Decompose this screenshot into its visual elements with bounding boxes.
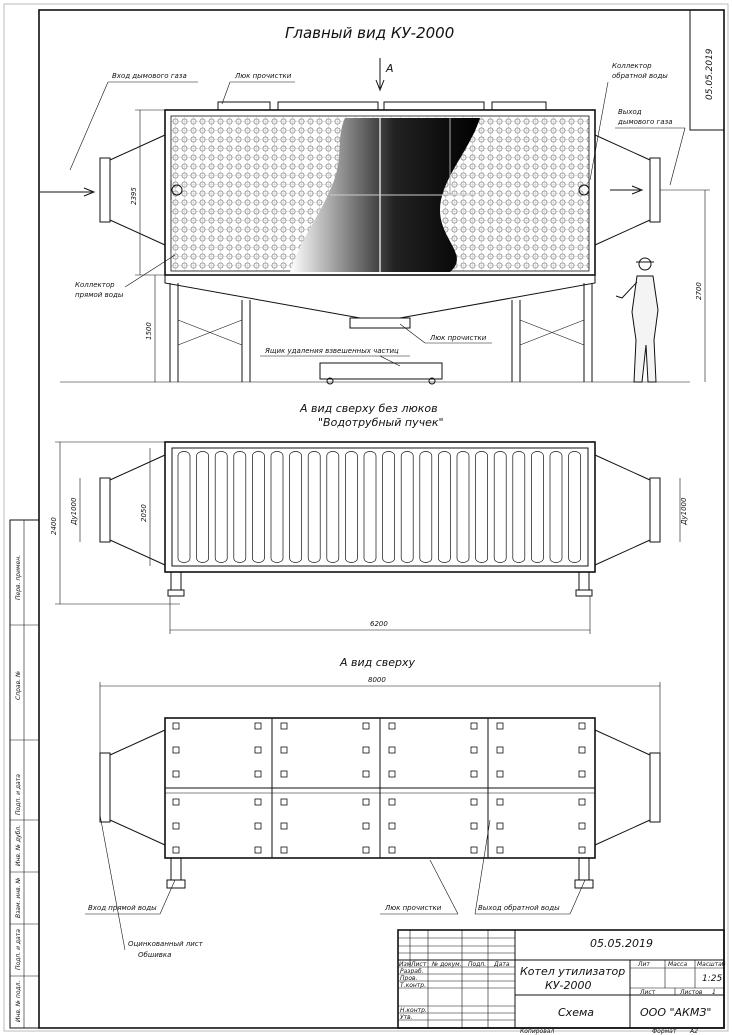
svg-text:Выход обратной воды: Выход обратной воды xyxy=(478,904,560,912)
boiler-front-view xyxy=(40,102,690,384)
stamp-replace-inv: Взам. инв. № xyxy=(15,877,22,918)
svg-text:Копировал: Копировал xyxy=(520,1028,555,1035)
corner-date-box xyxy=(690,10,724,130)
svg-text:Утв.: Утв. xyxy=(400,1014,413,1021)
svg-text:6200: 6200 xyxy=(370,620,388,628)
tube-loop xyxy=(345,452,357,563)
hatch-lug xyxy=(579,771,585,777)
tube-loop xyxy=(476,452,488,563)
svg-text:1: 1 xyxy=(712,989,716,996)
tube-loop xyxy=(569,452,581,563)
hatch-lug xyxy=(579,799,585,805)
stamp-sign-date-2: Подп. и дата xyxy=(15,929,22,970)
tube-loop xyxy=(178,452,190,563)
hatch-lug xyxy=(471,771,477,777)
hatch-lug xyxy=(281,823,287,829)
svg-text:Подп.: Подп. xyxy=(468,961,487,968)
hatch-lug xyxy=(173,799,179,805)
top-view-title: А вид сверху xyxy=(340,656,416,669)
svg-text:2050: 2050 xyxy=(140,504,148,522)
svg-text:8000: 8000 xyxy=(368,676,386,684)
stamp-ref-no: Справ. № xyxy=(15,670,22,700)
tube-loop xyxy=(234,452,246,563)
tb-company: ООО "АКМЗ" xyxy=(640,1006,712,1019)
hatch-lug xyxy=(363,823,369,829)
hatch-lug xyxy=(471,723,477,729)
title-block xyxy=(398,930,726,1035)
svg-text:Ду1000: Ду1000 xyxy=(70,497,78,525)
svg-text:Выход: Выход xyxy=(618,108,642,116)
tube-loop xyxy=(513,452,525,563)
tube-loop xyxy=(438,452,450,563)
tube-loop xyxy=(420,452,432,563)
stamp-sign-date-1: Подп. и дата xyxy=(15,774,22,815)
hatch-lug xyxy=(389,847,395,853)
tube-bundle xyxy=(178,452,581,563)
tube-loop xyxy=(383,452,395,563)
tb-doc-type: Схема xyxy=(558,1006,594,1019)
svg-text:Пров.: Пров. xyxy=(400,975,418,982)
svg-text:Лист: Лист xyxy=(411,961,427,968)
hatch-lug xyxy=(173,723,179,729)
hatch-lug xyxy=(281,747,287,753)
stamp-dup-inv: Инв. № дубл. xyxy=(15,824,22,866)
tube-loop xyxy=(215,452,227,563)
svg-text:Коллектор: Коллектор xyxy=(612,62,652,70)
hatch-lug xyxy=(389,823,395,829)
svg-text:2395: 2395 xyxy=(130,187,138,205)
svg-text:Масса: Масса xyxy=(668,961,688,968)
svg-text:2400: 2400 xyxy=(50,517,58,535)
stamp-orig-inv: Инв. № подл. xyxy=(15,980,22,1022)
svg-text:Листов: Листов xyxy=(680,989,703,996)
tube-loop xyxy=(327,452,339,563)
hatch-lug xyxy=(471,799,477,805)
boiler-tube-bundle-view xyxy=(50,442,688,634)
hatch-lug xyxy=(173,847,179,853)
tube-loop xyxy=(550,452,562,563)
hatch-lug xyxy=(173,823,179,829)
tb-name-2: КУ-2000 xyxy=(545,979,592,992)
tube-loop xyxy=(494,452,506,563)
hatch-lug xyxy=(389,799,395,805)
stamp-first-use: Перв. примен. xyxy=(15,554,22,600)
tube-loop xyxy=(252,452,264,563)
svg-text:Ду1000: Ду1000 xyxy=(680,497,688,525)
svg-text:Дата: Дата xyxy=(494,961,510,968)
hatch-lug xyxy=(363,799,369,805)
svg-text:А: А xyxy=(386,62,394,75)
svg-text:Разраб.: Разраб. xyxy=(400,968,424,975)
svg-text:Вход прямой воды: Вход прямой воды xyxy=(88,904,157,912)
hatch-lug xyxy=(471,823,477,829)
hatch-lug xyxy=(173,771,179,777)
tube-loop xyxy=(457,452,469,563)
svg-text:Формат: Формат xyxy=(652,1028,677,1035)
hatch-lug xyxy=(579,823,585,829)
hatch-lug xyxy=(497,823,503,829)
svg-text:А2: А2 xyxy=(690,1028,698,1035)
svg-text:Обшивка: Обшивка xyxy=(138,951,172,959)
svg-text:Ящик удаления взвешенных части: Ящик удаления взвешенных частиц xyxy=(265,347,399,355)
boiler-top-view xyxy=(100,676,660,888)
tube-loop xyxy=(197,452,209,563)
hatch-lug xyxy=(497,771,503,777)
tb-name-1: Котел утилизатор xyxy=(520,965,626,978)
hatch-lug xyxy=(255,847,261,853)
hatch-lug xyxy=(497,799,503,805)
hatch-lug xyxy=(497,747,503,753)
svg-text:Коллектор: Коллектор xyxy=(75,281,115,289)
hatch-lug xyxy=(579,747,585,753)
hatch-lug xyxy=(255,747,261,753)
hatch-lug xyxy=(363,771,369,777)
svg-text:дымового газа: дымового газа xyxy=(618,118,673,126)
hatch-lug xyxy=(363,847,369,853)
hatch-lug xyxy=(497,723,503,729)
bundle-view-title-1: А вид сверху без люков xyxy=(300,402,438,415)
tube-loop xyxy=(308,452,320,563)
hatch-lug xyxy=(471,847,477,853)
side-stamp xyxy=(10,520,39,1028)
svg-text:обратной воды: обратной воды xyxy=(612,72,668,80)
svg-text:Изм: Изм xyxy=(399,961,412,968)
hatch-lug xyxy=(389,771,395,777)
hatch-lug xyxy=(281,771,287,777)
svg-text:Масштаб: Масштаб xyxy=(697,961,726,968)
svg-text:Т.контр.: Т.контр. xyxy=(400,982,427,989)
hatch-lug xyxy=(389,723,395,729)
hatch-lug xyxy=(497,847,503,853)
hatch-lug xyxy=(173,747,179,753)
tube-loop xyxy=(364,452,376,563)
tb-date: 05.05.2019 xyxy=(590,937,653,950)
svg-text:Н.контр.: Н.контр. xyxy=(400,1007,427,1014)
view-arrow-a xyxy=(376,58,394,90)
svg-text:№ докум.: № докум. xyxy=(432,961,462,968)
hatch-lug xyxy=(363,747,369,753)
svg-text:Люк прочистки: Люк прочистки xyxy=(430,334,487,342)
hatch-lug xyxy=(281,799,287,805)
svg-text:1500: 1500 xyxy=(145,322,153,340)
main-view-title: Главный вид КУ-2000 xyxy=(285,24,455,42)
hatch-lug xyxy=(255,823,261,829)
hatch-lug xyxy=(579,723,585,729)
tb-scale: 1:25 xyxy=(702,974,723,984)
hatch-lug xyxy=(389,747,395,753)
hatch-lug xyxy=(363,723,369,729)
tube-loop xyxy=(271,452,283,563)
svg-text:Лит: Лит xyxy=(638,961,650,968)
hatch-lug xyxy=(255,799,261,805)
hatch-lug xyxy=(281,847,287,853)
hatch-lug xyxy=(255,771,261,777)
tube-loop xyxy=(531,452,543,563)
tube-loop xyxy=(401,452,413,563)
svg-text:Люк прочистки: Люк прочистки xyxy=(235,72,292,80)
bundle-view-title-2: "Водотрубный пучек" xyxy=(318,416,444,429)
svg-text:прямой воды: прямой воды xyxy=(75,291,124,299)
hatch-lug xyxy=(579,847,585,853)
svg-text:2700: 2700 xyxy=(695,282,703,300)
svg-text:Вход дымового газа: Вход дымового газа xyxy=(112,72,187,80)
svg-text:Лист: Лист xyxy=(640,989,656,996)
corner-date: 05.05.2019 xyxy=(705,48,715,100)
hatch-lug xyxy=(281,723,287,729)
hatch-lug xyxy=(255,723,261,729)
tube-loop xyxy=(290,452,302,563)
svg-text:Оцинкованный лист: Оцинкованный лист xyxy=(128,940,203,948)
top-view-annotations xyxy=(85,815,585,959)
hatch-lug xyxy=(471,747,477,753)
svg-text:Люк прочистки: Люк прочистки xyxy=(385,904,442,912)
worker-figure xyxy=(616,258,658,382)
